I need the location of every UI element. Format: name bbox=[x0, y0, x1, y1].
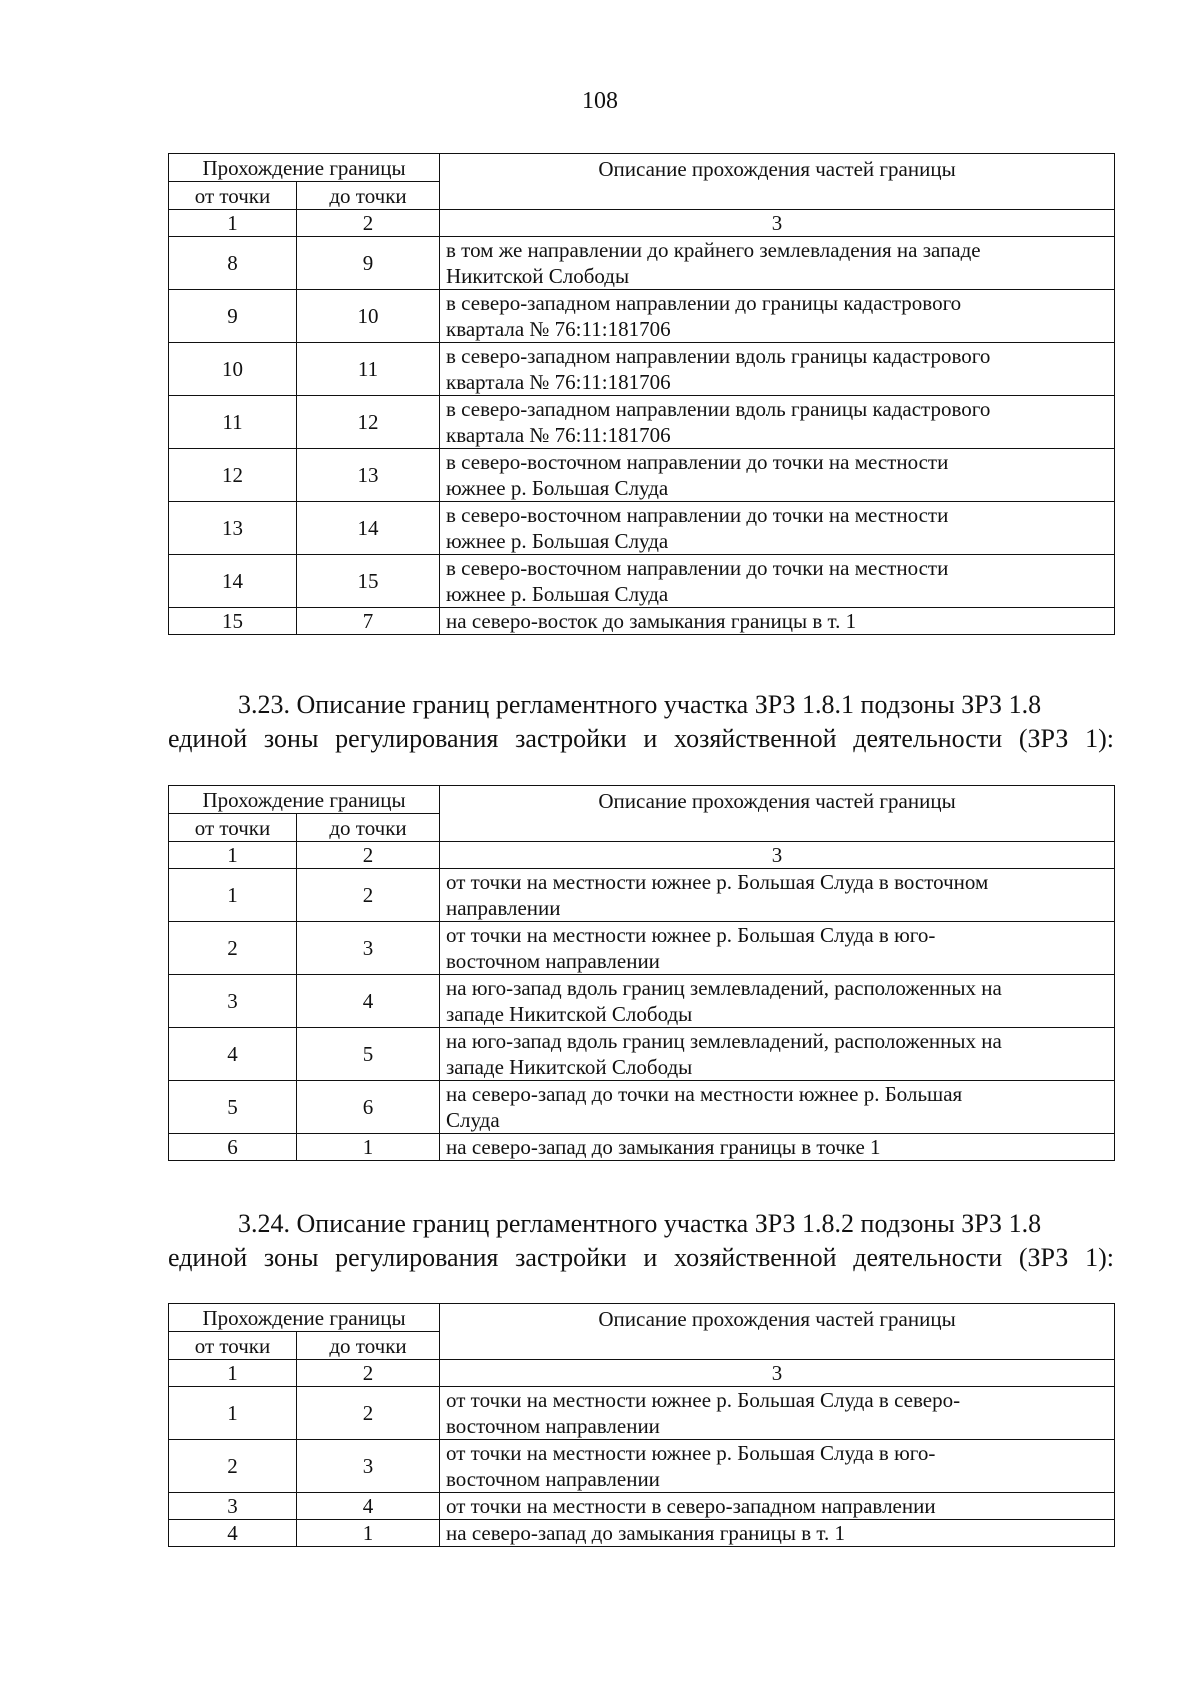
to-point: 11 bbox=[297, 343, 440, 396]
column-number: 3 bbox=[440, 210, 1115, 237]
table-row bbox=[169, 555, 1115, 608]
table-row bbox=[169, 608, 1115, 635]
description-line: на северо-восток до замыкания границы в т. 1 bbox=[446, 609, 857, 633]
table-row bbox=[169, 869, 1115, 922]
column-number: 1 bbox=[169, 210, 297, 237]
header-boundary-group: Прохождение границы bbox=[169, 1304, 440, 1332]
to-point: 10 bbox=[297, 290, 440, 343]
table-row bbox=[169, 502, 1115, 555]
from-point: 1 bbox=[169, 1387, 297, 1440]
column-number: 2 bbox=[297, 210, 440, 237]
boundary-table-1 bbox=[168, 153, 1115, 635]
section-heading-3-23 bbox=[168, 688, 1114, 756]
from-point: 12 bbox=[169, 449, 297, 502]
boundary-description bbox=[440, 237, 1115, 290]
description-line: на юго-запад вдоль границ землевладений, расположенных на bbox=[446, 976, 1002, 1000]
column-number: 2 bbox=[297, 1360, 440, 1387]
description-line: квартала № 76:11:181706 bbox=[446, 423, 671, 447]
to-point: 13 bbox=[297, 449, 440, 502]
to-point: 15 bbox=[297, 555, 440, 608]
description-line: южнее р. Большая Слуда bbox=[446, 476, 669, 500]
header-from-point: от точки bbox=[169, 1332, 297, 1360]
from-point: 1 bbox=[169, 869, 297, 922]
header-to-point: до точки bbox=[297, 814, 440, 842]
to-point: 7 bbox=[297, 608, 440, 635]
description-line: на северо-запад до замыкания границы в точке 1 bbox=[446, 1135, 881, 1159]
boundary-table-2 bbox=[168, 785, 1115, 1161]
column-number-row bbox=[169, 1360, 1115, 1387]
description-line: южнее р. Большая Слуда bbox=[446, 529, 669, 553]
description-line: от точки на местности южнее р. Большая Слуда в восточном bbox=[446, 870, 989, 894]
description-line: восточном направлении bbox=[446, 949, 660, 973]
table-row bbox=[169, 237, 1115, 290]
column-number-row bbox=[169, 842, 1115, 869]
from-point: 4 bbox=[169, 1520, 297, 1547]
description-line: Слуда bbox=[446, 1108, 500, 1132]
column-number: 1 bbox=[169, 1360, 297, 1387]
boundary-description bbox=[440, 1134, 1115, 1161]
header-description: Описание прохождения частей границы bbox=[440, 154, 1115, 210]
description-line: в северо-восточном направлении до точки на местности bbox=[446, 450, 949, 474]
description-line: в северо-восточном направлении до точки на местности bbox=[446, 556, 949, 580]
from-point: 10 bbox=[169, 343, 297, 396]
table-row bbox=[169, 1081, 1115, 1134]
from-point: 14 bbox=[169, 555, 297, 608]
from-point: 11 bbox=[169, 396, 297, 449]
from-point: 9 bbox=[169, 290, 297, 343]
description-line: западе Никитской Слободы bbox=[446, 1055, 693, 1079]
header-row bbox=[169, 154, 1115, 182]
to-point: 1 bbox=[297, 1520, 440, 1547]
header-from-point: от точки bbox=[169, 814, 297, 842]
to-point: 12 bbox=[297, 396, 440, 449]
boundary-description bbox=[440, 396, 1115, 449]
column-number-row bbox=[169, 210, 1115, 237]
from-point: 2 bbox=[169, 1440, 297, 1493]
description-line: южнее р. Большая Слуда bbox=[446, 582, 669, 606]
heading-line-2: единой зоны регулирования застройки и хозяйственной деятельности (ЗРЗ 1): bbox=[168, 1243, 1114, 1272]
to-point: 2 bbox=[297, 869, 440, 922]
description-line: на северо-запад до замыкания границы в т. 1 bbox=[446, 1521, 845, 1545]
table-row bbox=[169, 449, 1115, 502]
to-point: 3 bbox=[297, 1440, 440, 1493]
from-point: 15 bbox=[169, 608, 297, 635]
table-row bbox=[169, 1520, 1115, 1547]
heading-line-1: 3.23. Описание границ регламентного участка ЗРЗ 1.8.1 подзоны ЗРЗ 1.8 bbox=[238, 690, 1042, 719]
description-line: квартала № 76:11:181706 bbox=[446, 317, 671, 341]
header-description: Описание прохождения частей границы bbox=[440, 1304, 1115, 1360]
from-point: 2 bbox=[169, 922, 297, 975]
boundary-description bbox=[440, 975, 1115, 1028]
description-line: в северо-западном направлении вдоль границы кадастрового bbox=[446, 397, 991, 421]
boundary-description bbox=[440, 290, 1115, 343]
boundary-description bbox=[440, 1387, 1115, 1440]
description-line: в том же направлении до крайнего землевладения на западе bbox=[446, 238, 981, 262]
description-line: от точки на местности в северо-западном направлении bbox=[446, 1494, 936, 1518]
header-to-point: до точки bbox=[297, 1332, 440, 1360]
boundary-description bbox=[440, 922, 1115, 975]
from-point: 3 bbox=[169, 1493, 297, 1520]
from-point: 3 bbox=[169, 975, 297, 1028]
boundary-description bbox=[440, 1028, 1115, 1081]
to-point: 3 bbox=[297, 922, 440, 975]
to-point: 5 bbox=[297, 1028, 440, 1081]
heading-line-2: единой зоны регулирования застройки и хозяйственной деятельности (ЗРЗ 1): bbox=[168, 724, 1114, 753]
table-row bbox=[169, 922, 1115, 975]
from-point: 6 bbox=[169, 1134, 297, 1161]
to-point: 4 bbox=[297, 975, 440, 1028]
description-line: западе Никитской Слободы bbox=[446, 1002, 693, 1026]
description-line: от точки на местности южнее р. Большая Слуда в юго- bbox=[446, 1441, 936, 1465]
header-boundary-group: Прохождение границы bbox=[169, 786, 440, 814]
boundary-description bbox=[440, 449, 1115, 502]
to-point: 6 bbox=[297, 1081, 440, 1134]
column-number: 2 bbox=[297, 842, 440, 869]
description-line: от точки на местности южнее р. Большая Слуда в северо- bbox=[446, 1388, 961, 1412]
to-point: 14 bbox=[297, 502, 440, 555]
boundary-description bbox=[440, 608, 1115, 635]
boundary-description bbox=[440, 1081, 1115, 1134]
description-line: квартала № 76:11:181706 bbox=[446, 370, 671, 394]
boundary-table-3 bbox=[168, 1303, 1115, 1547]
from-point: 5 bbox=[169, 1081, 297, 1134]
table-row bbox=[169, 975, 1115, 1028]
description-line: на северо-запад до точки на местности южнее р. Большая bbox=[446, 1082, 963, 1106]
description-line: Никитской Слободы bbox=[446, 264, 630, 288]
description-line: направлении bbox=[446, 896, 561, 920]
description-line: в северо-восточном направлении до точки на местности bbox=[446, 503, 949, 527]
boundary-description bbox=[440, 555, 1115, 608]
to-point: 2 bbox=[297, 1387, 440, 1440]
column-number: 3 bbox=[440, 1360, 1115, 1387]
from-point: 4 bbox=[169, 1028, 297, 1081]
description-line: на юго-запад вдоль границ землевладений, расположенных на bbox=[446, 1029, 1002, 1053]
to-point: 1 bbox=[297, 1134, 440, 1161]
boundary-description bbox=[440, 1440, 1115, 1493]
to-point: 9 bbox=[297, 237, 440, 290]
table-row bbox=[169, 1028, 1115, 1081]
description-line: в северо-западном направлении вдоль границы кадастрового bbox=[446, 344, 991, 368]
boundary-description bbox=[440, 502, 1115, 555]
boundary-description bbox=[440, 869, 1115, 922]
table-row bbox=[169, 343, 1115, 396]
from-point: 13 bbox=[169, 502, 297, 555]
header-row bbox=[169, 786, 1115, 814]
description-line: восточном направлении bbox=[446, 1414, 660, 1438]
header-boundary-group: Прохождение границы bbox=[169, 154, 440, 182]
header-row bbox=[169, 1304, 1115, 1332]
boundary-description bbox=[440, 1520, 1115, 1547]
table-row bbox=[169, 1493, 1115, 1520]
header-to-point: до точки bbox=[297, 182, 440, 210]
description-line: от точки на местности южнее р. Большая Слуда в юго- bbox=[446, 923, 936, 947]
from-point: 8 bbox=[169, 237, 297, 290]
section-heading-3-24 bbox=[168, 1207, 1114, 1275]
header-from-point: от точки bbox=[169, 182, 297, 210]
header-description: Описание прохождения частей границы bbox=[440, 786, 1115, 842]
description-line: восточном направлении bbox=[446, 1467, 660, 1491]
column-number: 3 bbox=[440, 842, 1115, 869]
table-row bbox=[169, 1387, 1115, 1440]
page-number: 108 bbox=[582, 88, 618, 114]
heading-line-1: 3.24. Описание границ регламентного участка ЗРЗ 1.8.2 подзоны ЗРЗ 1.8 bbox=[238, 1209, 1042, 1238]
boundary-description bbox=[440, 343, 1115, 396]
table-row bbox=[169, 1440, 1115, 1493]
column-number: 1 bbox=[169, 842, 297, 869]
boundary-description bbox=[440, 1493, 1115, 1520]
table-row bbox=[169, 396, 1115, 449]
table-row bbox=[169, 1134, 1115, 1161]
to-point: 4 bbox=[297, 1493, 440, 1520]
description-line: в северо-западном направлении до границы кадастрового bbox=[446, 291, 962, 315]
table-row bbox=[169, 290, 1115, 343]
